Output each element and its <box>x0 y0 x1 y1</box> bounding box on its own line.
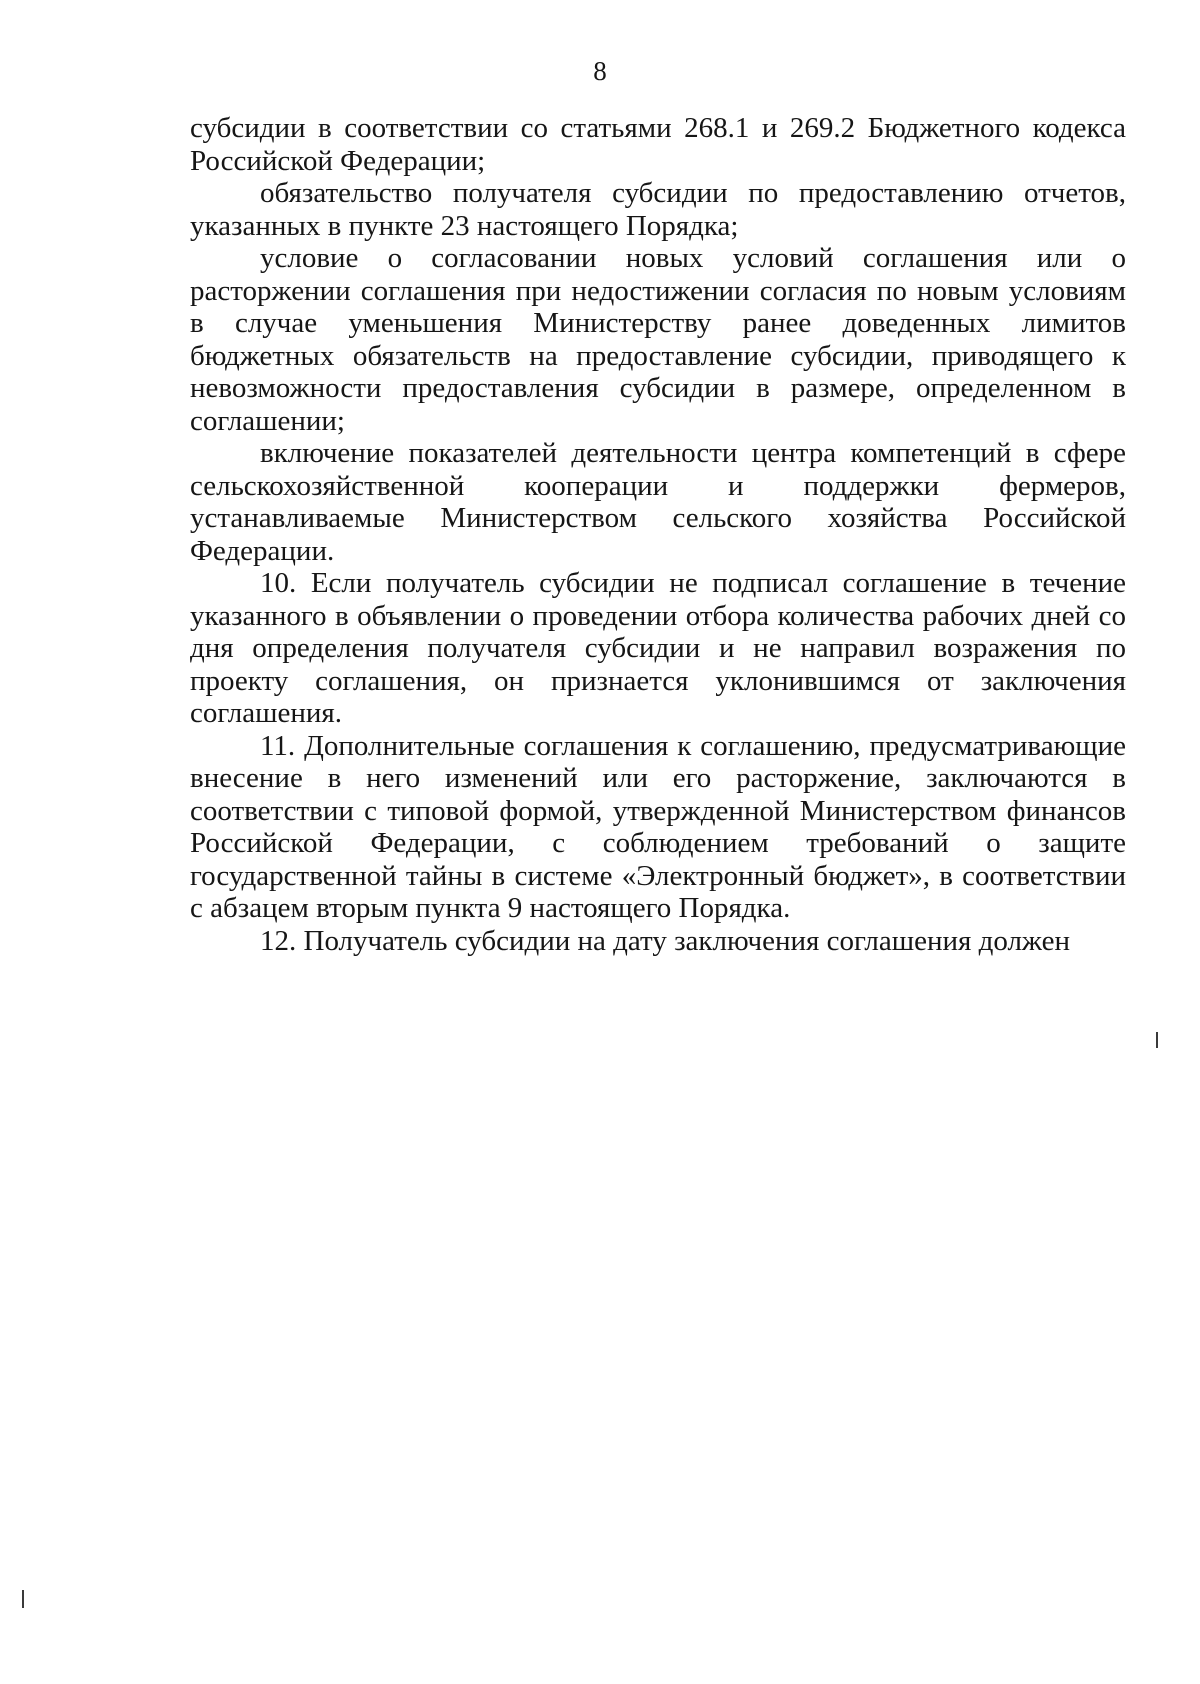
paragraph: 10. Если получатель субсидии не подписал соглашение в течение указанного в объявлении о проведении отбора количества рабочих дней со дня определения получателя субсидии и не направил возражения по проекту соглашения, он признается уклонившимся от заключения соглашения. <box>190 567 1126 729</box>
page-number: 8 <box>593 56 607 86</box>
paragraph: обязательство получателя субсидии по предоставлению отчетов, указанных в пункте 23 настоящего Порядка; <box>190 177 1126 242</box>
scan-artifact-mark <box>1156 1032 1158 1048</box>
paragraph: включение показателей деятельности центра компетенций в сфере сельскохозяйственной кооперации и поддержки фермеров, устанавливаемые Министерством сельского хозяйства Российской Федерации. <box>190 437 1126 567</box>
document-body <box>190 112 1126 957</box>
paragraph: 11. Дополнительные соглашения к соглашению, предусматривающие внесение в него изменений или его расторжение, заключаются в соответствии с типовой формой, утвержденной Министерством финансов Российской Федерации, с соблюдением требований о защите государственной тайны в системе «Электронный бюджет», в соответствии с абзацем вторым пункта 9 настоящего Порядка. <box>190 729 1126 924</box>
scan-artifact-mark <box>22 1590 24 1608</box>
paragraph: условие о согласовании новых условий соглашения или о расторжении соглашения при недостижении согласия по новым условиям в случае уменьшения Министерству ранее доведенных лимитов бюджетных обязательств на предоставление субсидии, приводящего к невозможности предоставления субсидии в размере, определенном в соглашении; <box>190 242 1126 437</box>
paragraph-continuation: субсидии в соответствии со статьями 268.1 и 269.2 Бюджетного кодекса Российской Федерации; <box>190 112 1126 177</box>
paragraph: 12. Получатель субсидии на дату заключения соглашения должен <box>260 924 1070 957</box>
